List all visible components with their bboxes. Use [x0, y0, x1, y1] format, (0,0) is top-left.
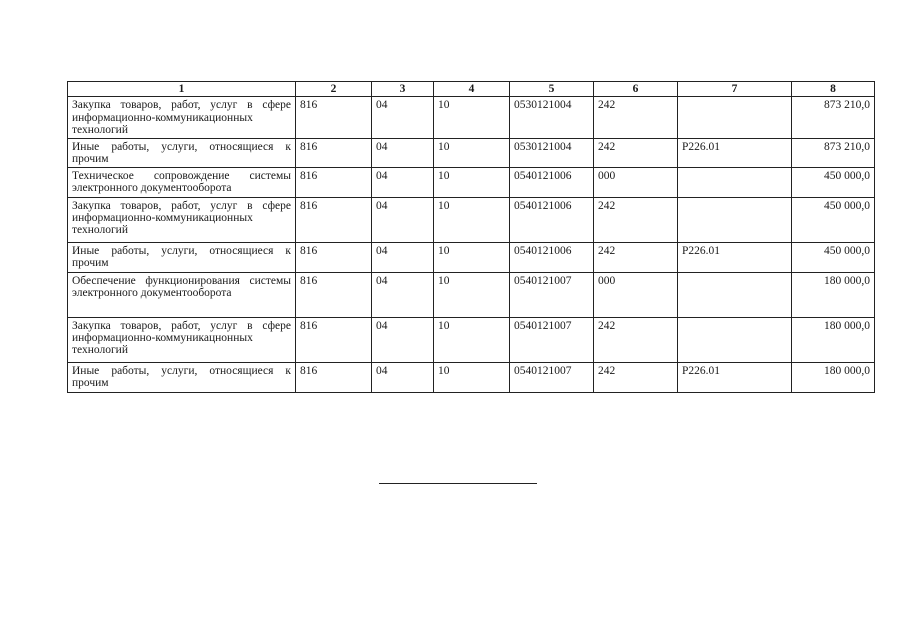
- cell-col-7: [678, 317, 792, 362]
- cell-col-5: 0540121006: [510, 242, 594, 272]
- cell-col-5: 0540121006: [510, 197, 594, 242]
- table-row: [68, 362, 875, 392]
- cell-col-7: [678, 197, 792, 242]
- row-name: Иные работы, услуги, относящиеся к прочим: [68, 362, 296, 392]
- table-row: [68, 317, 875, 362]
- cell-col-3: 04: [372, 138, 434, 167]
- cell-col-6: 242: [594, 138, 678, 167]
- cell-col-5: 0530121004: [510, 138, 594, 167]
- cell-col-2: 816: [296, 317, 372, 362]
- cell-col-7: [678, 167, 792, 197]
- table-row: [68, 242, 875, 272]
- end-of-document-line: [379, 483, 537, 484]
- column-header-1: 1: [68, 82, 296, 97]
- column-header-5: 5: [510, 82, 594, 97]
- cell-col-6: 242: [594, 317, 678, 362]
- row-name: Закупка товаров, работ, услуг в сфере информационно-коммуникационных технологий: [68, 197, 296, 242]
- cell-col-4: 10: [434, 317, 510, 362]
- column-header-6: 6: [594, 82, 678, 97]
- cell-col-2: 816: [296, 272, 372, 317]
- cell-col-3: 04: [372, 197, 434, 242]
- table-row: [68, 197, 875, 242]
- column-header-2: 2: [296, 82, 372, 97]
- cell-col-2: 816: [296, 167, 372, 197]
- cell-col-4: 10: [434, 272, 510, 317]
- column-header-4: 4: [434, 82, 510, 97]
- cell-amount: 873 210,0: [792, 138, 875, 167]
- table-row: [68, 272, 875, 317]
- cell-col-3: 04: [372, 362, 434, 392]
- cell-col-4: 10: [434, 97, 510, 138]
- column-header-8: 8: [792, 82, 875, 97]
- cell-amount: 180 000,0: [792, 272, 875, 317]
- cell-col-6: 000: [594, 167, 678, 197]
- cell-col-5: 0540121007: [510, 272, 594, 317]
- row-name: Обеспечение функционирования системы электронного документооборота: [68, 272, 296, 317]
- cell-col-7: P226.01: [678, 362, 792, 392]
- cell-col-2: 816: [296, 242, 372, 272]
- row-name: Закупка товаров, работ, услуг в сфере информационно-коммуникационных технологий: [68, 97, 296, 138]
- row-name: Иные работы, услуги, относящиеся к прочим: [68, 242, 296, 272]
- column-header-3: 3: [372, 82, 434, 97]
- cell-col-7: P226.01: [678, 138, 792, 167]
- cell-col-4: 10: [434, 138, 510, 167]
- cell-col-5: 0540121006: [510, 167, 594, 197]
- cell-col-2: 816: [296, 138, 372, 167]
- cell-col-7: [678, 272, 792, 317]
- cell-col-6: 000: [594, 272, 678, 317]
- cell-col-7: [678, 97, 792, 138]
- cell-amount: 180 000,0: [792, 362, 875, 392]
- cell-col-4: 10: [434, 242, 510, 272]
- cell-col-3: 04: [372, 97, 434, 138]
- cell-amount: 180 000,0: [792, 317, 875, 362]
- table-row: [68, 167, 875, 197]
- cell-col-4: 10: [434, 167, 510, 197]
- cell-col-3: 04: [372, 272, 434, 317]
- cell-col-3: 04: [372, 167, 434, 197]
- cell-col-4: 10: [434, 362, 510, 392]
- cell-col-6: 242: [594, 362, 678, 392]
- row-name: Иные работы, услуги, относящиеся к прочим: [68, 138, 296, 167]
- cell-col-2: 816: [296, 362, 372, 392]
- cell-col-6: 242: [594, 242, 678, 272]
- cell-col-7: P226.01: [678, 242, 792, 272]
- cell-col-3: 04: [372, 242, 434, 272]
- row-name: Техническое сопровождение системы электронного документооборота: [68, 167, 296, 197]
- row-name: Закупка товаров, работ, услуг в сфере информационно-коммуникацнонных технологий: [68, 317, 296, 362]
- cell-col-5: 0540121007: [510, 362, 594, 392]
- header-row: [68, 82, 875, 97]
- column-header-7: 7: [678, 82, 792, 97]
- cell-amount: 450 000,0: [792, 242, 875, 272]
- table-row: [68, 97, 875, 138]
- cell-col-3: 04: [372, 317, 434, 362]
- cell-col-5: 0530121004: [510, 97, 594, 138]
- cell-amount: 450 000,0: [792, 167, 875, 197]
- cell-col-2: 816: [296, 97, 372, 138]
- cell-col-4: 10: [434, 197, 510, 242]
- cell-col-2: 816: [296, 197, 372, 242]
- cell-amount: 873 210,0: [792, 97, 875, 138]
- cell-amount: 450 000,0: [792, 197, 875, 242]
- cell-col-6: 242: [594, 97, 678, 138]
- table-row: [68, 138, 875, 167]
- budget-table: [67, 81, 875, 393]
- cell-col-6: 242: [594, 197, 678, 242]
- cell-col-5: 0540121007: [510, 317, 594, 362]
